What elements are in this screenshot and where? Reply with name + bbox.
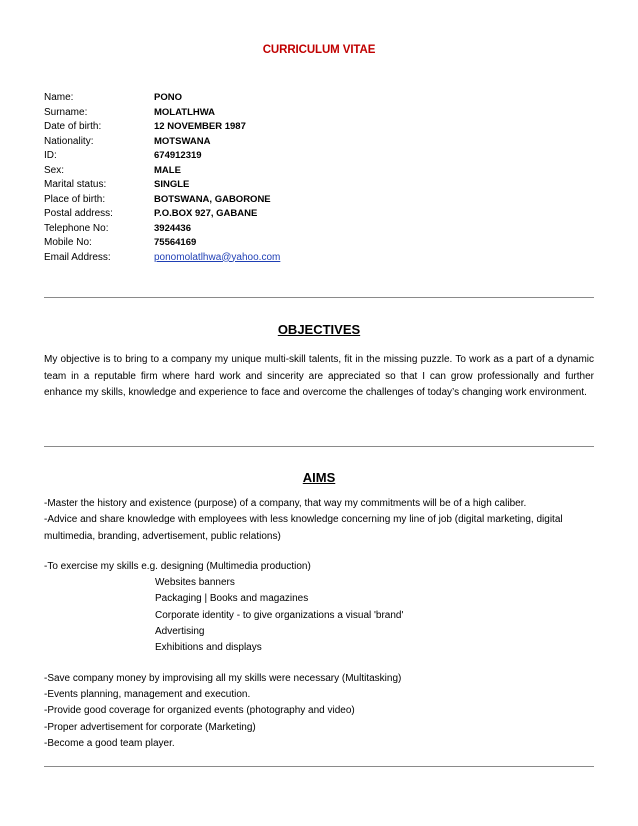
- email-link[interactable]: ponomolatlhwa@yahoo.com: [154, 251, 281, 263]
- aim-item: -Advice and share knowledge with employees with less knowledge concerning my line of job (digital marketing, digital multimedia, branding, advertisement, public relations): [44, 514, 563, 542]
- detail-value: 75564169: [154, 237, 197, 248]
- detail-row-surname: [44, 106, 280, 121]
- detail-label: Mobile No:: [44, 237, 92, 248]
- detail-row-postal-address: [44, 207, 280, 222]
- personal-details: [44, 91, 280, 265]
- aim-item: -Become a good team player.: [44, 737, 175, 749]
- skill-item: Corporate identity - to give organizations a visual 'brand': [155, 609, 404, 621]
- detail-row-telephone: [44, 222, 280, 237]
- detail-row-nationality: [44, 135, 280, 150]
- aim-item: -Provide good coverage for organized events (photography and video): [44, 705, 355, 717]
- detail-label: Place of birth:: [44, 193, 106, 205]
- detail-value: MOTSWANA: [154, 135, 211, 147]
- detail-row-sex: [44, 164, 280, 179]
- detail-label: Postal address:: [44, 208, 113, 219]
- detail-value: 674912319: [154, 150, 202, 161]
- skill-item: Websites banners: [155, 577, 235, 589]
- objectives-heading: OBJECTIVES: [277, 322, 361, 337]
- skill-item: Exhibitions and displays: [155, 642, 262, 654]
- detail-row-dob: [44, 120, 280, 135]
- aim-item: -Events planning, management and execution.: [44, 688, 251, 700]
- detail-value: 12 NOVEMBER 1987: [154, 121, 246, 132]
- detail-row-mobile: [44, 236, 280, 251]
- detail-value: BOTSWANA, GABORONE: [154, 193, 271, 205]
- detail-label: Sex:: [44, 164, 65, 176]
- aim-item: -Master the history and existence (purpose) of a company, that way my commitments will be of a high caliber.: [44, 498, 527, 509]
- detail-row-place-of-birth: [44, 193, 280, 208]
- detail-label: Surname:: [44, 106, 88, 118]
- detail-value: P.O.BOX 927, GABANE: [154, 208, 258, 219]
- aims-list: [44, 496, 596, 752]
- aims-heading: AIMS: [302, 470, 336, 485]
- detail-value: 3924436: [154, 222, 191, 234]
- detail-label: Email Address:: [44, 251, 111, 263]
- detail-value: PONO: [154, 92, 182, 103]
- detail-label: Nationality:: [44, 135, 94, 147]
- aim-item: -To exercise my skills e.g. designing (Multimedia production): [44, 560, 311, 572]
- detail-row-name: [44, 91, 280, 106]
- section-divider: [44, 446, 594, 447]
- detail-row-marital-status: [44, 178, 280, 193]
- detail-label: Telephone No:: [44, 222, 109, 234]
- detail-value: SINGLE: [154, 179, 190, 190]
- section-divider: [44, 297, 594, 298]
- cv-title: CURRICULUM VITAE: [262, 44, 376, 56]
- detail-row-id: [44, 149, 280, 164]
- detail-value: MOLATLHWA: [154, 106, 216, 118]
- detail-value: MALE: [154, 164, 181, 176]
- objectives-text: My objective is to bring to a company my unique multi-skill talents, fit in the missing puzzle. To work as a part of a dynamic team in a reputable firm where hard work and sincerity are appreciated so that I can grow professionally and further enhance my skills, knowledge and experience to face and overcome the challenges of today’s changing work environment.: [44, 354, 594, 399]
- skill-item: Advertising: [155, 626, 205, 638]
- section-divider: [44, 766, 594, 767]
- skill-item: Packaging | Books and magazines: [155, 593, 309, 605]
- aim-item: -Save company money by improvising all my skills were necessary (Multitasking): [44, 672, 402, 684]
- aim-item: -Proper advertisement for corporate (Marketing): [44, 721, 256, 733]
- detail-label: Marital status:: [44, 179, 107, 190]
- detail-label: ID:: [44, 150, 57, 161]
- detail-row-email: [44, 251, 280, 266]
- detail-label: Date of birth:: [44, 121, 102, 132]
- detail-label: Name:: [44, 92, 74, 103]
